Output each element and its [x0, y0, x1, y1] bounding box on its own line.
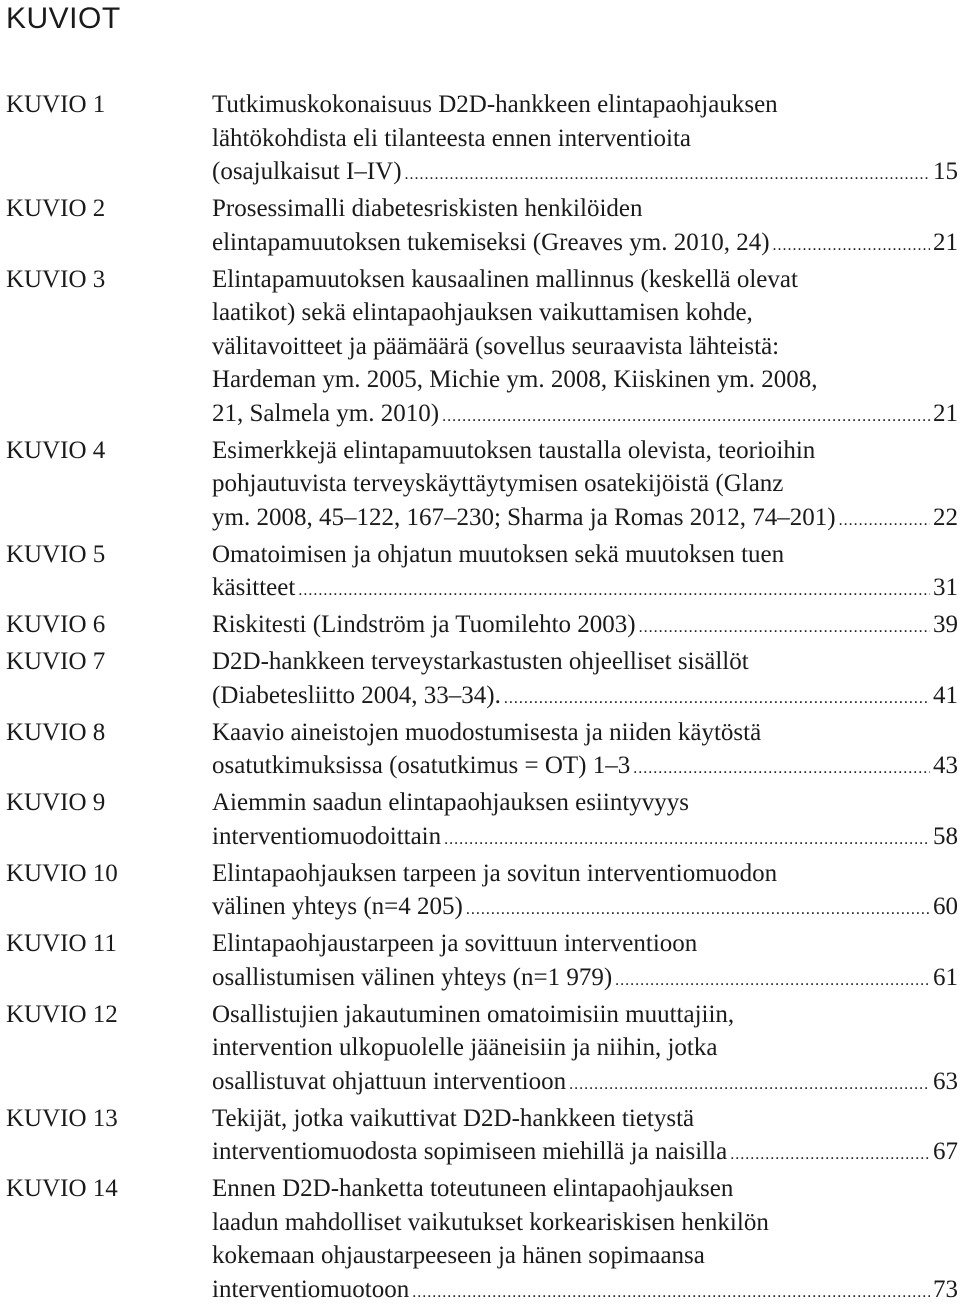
dot-leader: [730, 1138, 930, 1172]
page-number[interactable]: 39: [933, 611, 958, 638]
figure-entry[interactable]: [6, 1172, 958, 1309]
page-number[interactable]: 15: [933, 158, 958, 185]
figure-caption: [212, 857, 958, 927]
figure-entry[interactable]: [6, 716, 958, 786]
caption-line: Ennen D2D-hanketta toteutuneen elintapaohjauksen: [212, 1175, 734, 1202]
figure-caption: [212, 998, 958, 1102]
page-number[interactable]: 21: [933, 399, 958, 427]
figure-number: KUVIO 5: [6, 540, 106, 568]
caption-last-line: [212, 501, 958, 538]
figure-entry[interactable]: [6, 1102, 958, 1172]
figure-number: KUVIO 11: [6, 930, 117, 957]
caption-line: Elintapaohjaustarpeen ja sovittuun interventioon: [212, 930, 698, 957]
figure-caption: [212, 927, 958, 997]
figure-number: KUVIO 6: [6, 611, 106, 638]
figure-entry[interactable]: [6, 857, 958, 927]
caption-line: laatikot) sekä elintapaohjauksen vaikuttamisen kohde,: [212, 299, 753, 326]
caption-last-line: [212, 961, 958, 998]
caption-line: välinen yhteys (n=4 205): [212, 893, 463, 920]
figure-number: KUVIO 3: [6, 265, 106, 293]
caption-last-line: [212, 1273, 958, 1310]
dot-leader: [405, 158, 930, 192]
figure-entry[interactable]: [6, 263, 958, 434]
page-number[interactable]: 73: [933, 1275, 958, 1303]
figure-entry[interactable]: [6, 538, 958, 608]
page-number[interactable]: 31: [933, 574, 958, 601]
dot-leader: [412, 1276, 930, 1310]
caption-line: Tekijät, jotka vaikuttivat D2D-hankkeen tietystä: [212, 1104, 695, 1132]
dot-leader: [298, 574, 930, 608]
dot-leader: [444, 823, 930, 857]
figure-entry[interactable]: [6, 927, 958, 997]
figure-number: KUVIO 9: [6, 789, 106, 816]
caption-line: kokemaan ohjaustarpeeseen ja hänen sopimaansa: [212, 1242, 705, 1269]
figure-entry[interactable]: [6, 998, 958, 1102]
figure-number: KUVIO 14: [6, 1175, 118, 1202]
figure-caption: [212, 263, 958, 434]
dot-leader: [504, 682, 930, 716]
caption-line: ym. 2008, 45–122, 167–230; Sharma ja Romas 2012, 74–201): [212, 503, 836, 531]
caption-line: Elintapamuutoksen kausaalinen mallinnus (keskellä olevat: [212, 265, 798, 293]
caption-line: intervention ulkopuolelle jääneisiin ja niihin, jotka: [212, 1034, 718, 1061]
caption-line: Osallistujien jakautuminen omatoimisiin muuttajiin,: [212, 1000, 735, 1028]
caption-last-line: [212, 820, 958, 857]
caption-last-line: [212, 749, 958, 786]
caption-line: käsitteet: [212, 574, 296, 601]
page-number[interactable]: 43: [933, 752, 958, 779]
page-number[interactable]: 67: [933, 1138, 958, 1165]
caption-line: Hardeman ym. 2005, Michie ym. 2008, Kiiskinen ym. 2008,: [212, 366, 818, 393]
caption-last-line: [212, 226, 958, 263]
figure-entry[interactable]: [6, 645, 958, 715]
page-number[interactable]: 22: [933, 503, 958, 531]
caption-line: interventiomuodoittain: [212, 822, 442, 850]
figure-caption: [212, 1172, 958, 1309]
figure-entry[interactable]: [6, 786, 958, 856]
caption-line: pohjautuvista terveyskäyttäytymisen osatekijöistä (Glanz: [212, 470, 784, 497]
caption-line: interventiomuotoon: [212, 1275, 410, 1303]
caption-last-line: [212, 608, 958, 645]
figure-entry[interactable]: [6, 88, 958, 192]
figure-number: KUVIO 2: [6, 195, 106, 222]
figure-caption: [212, 88, 958, 192]
figure-number: KUVIO 12: [6, 1000, 118, 1028]
dot-leader: [569, 1068, 930, 1102]
figure-caption: [212, 645, 958, 715]
caption-line: Aiemmin saadun elintapaohjauksen esiintyvyys: [212, 789, 689, 816]
page-number[interactable]: 63: [933, 1067, 958, 1095]
caption-line: välitavoitteet ja päämäärä (sovellus seuraavista lähteistä:: [212, 332, 780, 360]
page-number[interactable]: 61: [933, 963, 958, 991]
figure-entry[interactable]: [6, 434, 958, 538]
figure-caption: [212, 608, 958, 645]
caption-last-line: [212, 1065, 958, 1102]
caption-line: Prosessimalli diabetesriskisten henkilöiden: [212, 195, 643, 222]
caption-line: Omatoimisen ja ohjatun muutoksen sekä muutoksen tuen: [212, 540, 785, 568]
dot-leader: [633, 752, 930, 786]
page-heading: KUVIOT: [6, 2, 121, 35]
figure-caption: [212, 192, 958, 262]
caption-line: 21, Salmela ym. 2010): [212, 399, 440, 427]
caption-line: Riskitesti (Lindström ja Tuomilehto 2003): [212, 611, 636, 638]
caption-line: interventiomuodosta sopimiseen miehillä ja naisilla: [212, 1138, 728, 1165]
figure-entry[interactable]: [6, 192, 958, 262]
dot-leader: [639, 611, 930, 645]
figure-number: KUVIO 1: [6, 91, 106, 118]
figure-list: [6, 88, 958, 1310]
caption-line: lähtökohdista eli tilanteesta ennen interventioita: [212, 124, 692, 152]
figure-number: KUVIO 8: [6, 718, 106, 746]
dot-leader: [839, 504, 930, 538]
caption-last-line: [212, 1135, 958, 1172]
dot-leader: [466, 893, 930, 927]
page-number[interactable]: 60: [933, 893, 958, 920]
caption-line: laadun mahdolliset vaikutukset korkeariskisen henkilön: [212, 1208, 769, 1236]
caption-last-line: [212, 679, 958, 716]
caption-line: Elintapaohjauksen tarpeen ja sovitun interventiomuodon: [212, 859, 778, 887]
caption-line: (osajulkaisut I–IV): [212, 158, 402, 185]
caption-last-line: [212, 571, 958, 608]
caption-line: (Diabetesliitto 2004, 33–34).: [212, 681, 501, 709]
figure-caption: [212, 434, 958, 538]
caption-line: Esimerkkejä elintapamuutoksen taustalla olevista, teorioihin: [212, 436, 816, 464]
figure-number: KUVIO 7: [6, 648, 106, 675]
page-number[interactable]: 58: [933, 822, 958, 850]
caption-last-line: [212, 397, 958, 434]
caption-line: osallistumisen välinen yhteys (n=1 979): [212, 963, 613, 991]
figure-entry[interactable]: [6, 608, 958, 645]
figure-number: KUVIO 10: [6, 859, 118, 887]
dot-leader: [615, 964, 930, 998]
figure-number: KUVIO 13: [6, 1104, 118, 1132]
dot-leader: [442, 400, 930, 434]
figure-caption: [212, 786, 958, 856]
figure-caption: [212, 1102, 958, 1172]
caption-line: osallistuvat ohjattuun interventioon: [212, 1067, 567, 1095]
caption-line: D2D-hankkeen terveystarkastusten ohjeelliset sisällöt: [212, 648, 749, 675]
figure-number: KUVIO 4: [6, 436, 106, 464]
page-number[interactable]: 41: [933, 681, 958, 709]
figure-caption: [212, 538, 958, 608]
caption-last-line: [212, 155, 958, 192]
caption-line: elintapamuutoksen tukemiseksi (Greaves ym. 2010, 24): [212, 228, 770, 256]
figure-caption: [212, 716, 958, 786]
page-number[interactable]: 21: [933, 228, 958, 256]
caption-line: Kaavio aineistojen muodostumisesta ja niiden käytöstä: [212, 718, 762, 746]
dot-leader: [773, 229, 930, 263]
caption-line: osatutkimuksissa (osatutkimus = OT) 1–3: [212, 752, 631, 779]
caption-line: Tutkimuskokonaisuus D2D-hankkeen elintapaohjauksen: [212, 91, 778, 118]
caption-last-line: [212, 890, 958, 927]
